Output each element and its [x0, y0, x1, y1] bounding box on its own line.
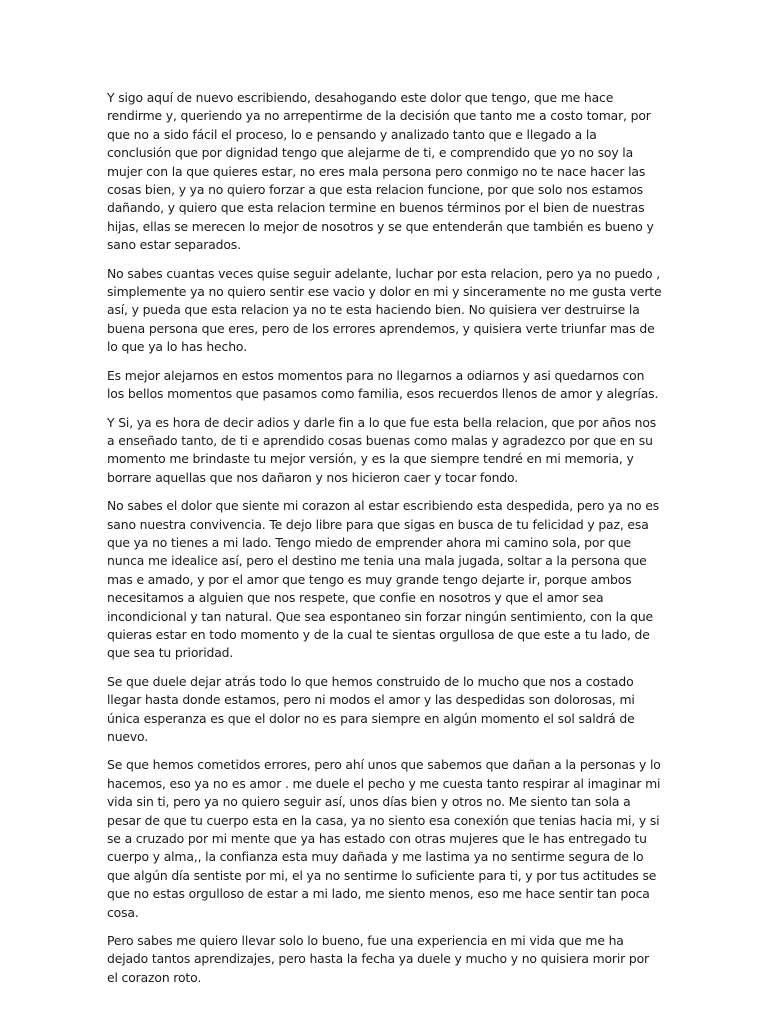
paragraph-1: Y sigo aquí de nuevo escribiendo, desahogando este dolor que tengo, que me hace rendirme y, queriendo ya no arrepentirme de la decisión que tanto me a costo tomar, por que no a sido fácil el proceso, lo e pensando y analizado tanto que e llegado a la conclusión que por dignidad tengo que alejarme de ti, e comprendido que yo no soy la mujer con la que quieres estar, no eres mala persona pero conmigo no te nace hacer las cosas bien, y ya no quiero forzar a que esta relacion funcione, por que solo nos estamos dañando, y quiero que esta relacion termine en buenos términos por el bien de nuestras hijas, ellas se merecen lo mejor de nosotros y se que entenderán que también es bueno y sano estar separados. [107, 90, 654, 253]
paragraph-3: Es mejor alejarnos en estos momentos para no llegarnos a odiarnos y asi quedarnos con los bellos momentos que pasamos como familia, esos recuerdos llenos de amor y alegrías. [107, 367, 659, 402]
paragraph-7: Se que hemos cometidos errores, pero ahí unos que sabemos que dañan a la personas y lo hacemos, eso ya no es amor . me duele el pecho y me cuesta tanto respirar al imaginar mi vida sin ti, pero ya no quiero seguir así, unos días bien y otros no. Me siento tan sola a pesar de que tu cuerpo esta en la casa, ya no siento esa conexión que tenias hacia mi, y si se a cruzado por mi mente que ya has estado con otras mujeres que le has entregado tu cuerpo y alma,, la confianza esta muy dañada y me lastima ya no sentirme segura de lo que algún día sentiste por mi, el ya no sentirme lo suficiente para ti, y por tus actitudes se que no estas orgulloso de estar a mi lado, me siento menos, eso me hace sentir tan poca cosa. [107, 757, 661, 920]
paragraph-4: Y Si, ya es hora de decir adios y darle fin a lo que fue esta bella relacion, que por años nos a enseñado tanto, de ti e aprendido cosas buenas como malas y agradezco por que en su momento me brindaste tu mejor versión, y es la que siempre tendré en mi memoria, y borrare aquellas que nos dañaron y nos hicieron caer y tocar fondo. [107, 414, 657, 485]
paragraph-2: No sabes cuantas veces quise seguir adelante, luchar por esta relacion, pero ya no puedo , simplemente ya no quiero sentir ese vacio y dolor en mi y sinceramente no me gusta verte así, y pueda que esta relacion ya no te esta haciendo bien. No quisiera ver destruirse la buena persona que eres, pero de los errores aprendemos, y quisiera verte triunfar mas de lo que ya lo has hecho. [107, 265, 662, 355]
paragraph-8: Pero sabes me quiero llevar solo lo bueno, fue una experiencia en mi vida que me ha dejado tantos aprendizajes, pero hasta la fecha ya duele y mucho y no quisiera morir por el corazon roto. [107, 933, 649, 985]
paragraph-5: No sabes el dolor que siente mi corazon al estar escribiendo esta despedida, pero ya no es sano nuestra convivencia. Te dejo libre para que sigas en busca de tu felicidad y paz, esa que ya no tienes a mi lado. Tengo miedo de emprender ahora mi camino sola, por que nunca me idealice así, pero el destino me tenia una mala jugada, soltar a la persona que mas e amado, y por el amor que tengo es muy grande tengo dejarte ir, porque ambos necesitamos a alguien que nos respete, que confie en nosotros y que el amor sea incondicional y tan natural. Que sea espontaneo sin forzar ningún sentimiento, con la que quieras estar en todo momento y de la cual te sientas orgullosa de que este a tu lado, de que sea tu prioridad. [107, 498, 660, 661]
paragraph-6: Se que duele dejar atrás todo lo que hemos construido de lo mucho que nos a costado llegar hasta donde estamos, pero ni modos el amor y las despedidas son dolorosas, mi única esperanza es que el dolor no es para siempre en algún momento el sol saldrá de nuevo. [107, 673, 635, 744]
document-page [107, 89, 662, 997]
